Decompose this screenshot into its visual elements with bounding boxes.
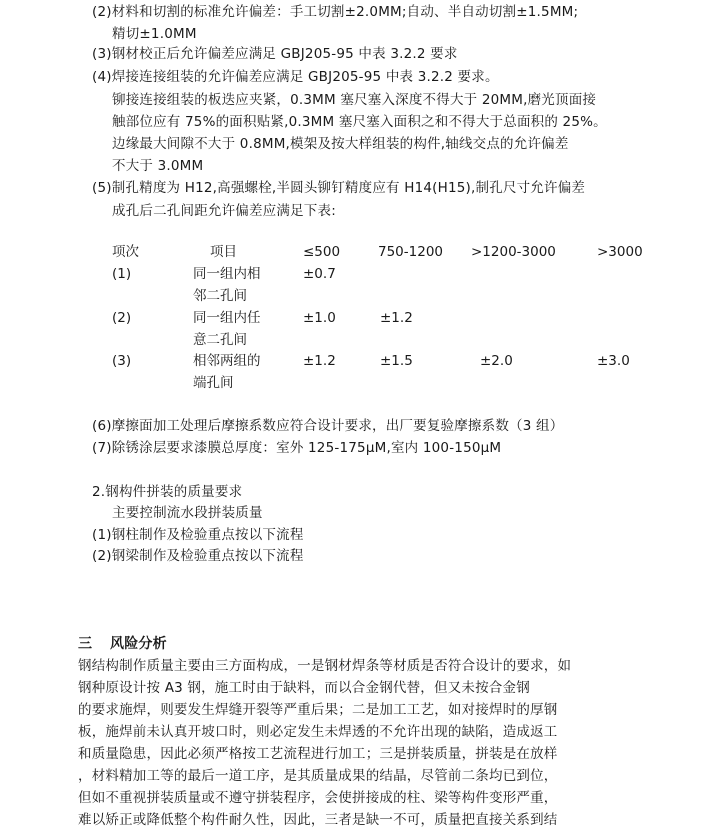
- paragraph-line: (4)焊接连接组装的允许偏差应满足 GBJ205-95 中表 3.2.2 要求。: [92, 69, 499, 85]
- table-cell: 同一组内任: [193, 310, 261, 326]
- paragraph-line: 钢种原设计按 A3 钢，施工时由于缺料，而以合金钢代替，但又未按合金钢: [78, 680, 530, 696]
- table-cell: ±0.7: [303, 266, 336, 282]
- paragraph-line: (5)制孔精度为 H12,高强螺栓,半圆头铆钉精度应有 H14(H15),制孔尺寸允许偏差: [92, 180, 586, 196]
- paragraph-line: 但如不重视拼装质量或不遵守拼装程序，会使拼接成的柱、梁等构件变形严重，: [78, 790, 558, 806]
- paragraph-line: (6)摩擦面加工处理后摩擦系数应符合设计要求，出厂要复验摩擦系数（3 组）: [92, 418, 564, 434]
- paragraph-line: (1)钢柱制作及检验重点按以下流程: [92, 527, 304, 543]
- table-header-cell: ≤500: [303, 244, 341, 260]
- table-cell: ±1.0: [303, 310, 336, 326]
- paragraph-line: 主要控制流水段拼装质量: [112, 505, 263, 521]
- table-header-cell: >3000: [597, 244, 643, 260]
- paragraph-line: 2.钢构件拼装的质量要求: [92, 484, 243, 500]
- table-cell: ±2.0: [480, 353, 513, 369]
- table-cell: (1): [112, 266, 132, 282]
- paragraph-line: 难以矫正或降低整个构件耐久性，因此，三者是缺一不可，质量把直接关系到结: [78, 812, 558, 828]
- table-cell: 相邻两组的: [193, 353, 261, 369]
- section-number: 三: [78, 636, 93, 652]
- paragraph-line: (7)除锈涂层要求漆膜总厚度：室外 125-175μM,室内 100-150μM: [92, 440, 502, 456]
- paragraph-line: 边缘最大间隙不大于 0.8MM,模架及按大样组装的构件,轴线交点的允许偏差: [112, 136, 569, 152]
- table-header-cell: >1200-3000: [471, 244, 556, 260]
- section-title: 风险分析: [110, 636, 167, 652]
- table-cell: 意二孔间: [193, 332, 247, 348]
- paragraph-line: 铆接连接组装的板迭应夹紧，0.3MM 塞尺塞入深度不得大于 20MM,磨光顶面接: [112, 92, 597, 108]
- paragraph-line: 触部位应有 75%的面积贴紧,0.3MM 塞尺塞入面积之和不得大于总面积的 25%。: [112, 114, 607, 130]
- table-cell: ±1.5: [380, 353, 413, 369]
- table-header-cell: 750-1200: [378, 244, 443, 260]
- paragraph-line: (2)材料和切割的标准允许偏差：手工切割±2.0MM;自动、半自动切割±1.5MM;: [92, 4, 579, 20]
- paragraph-line: ，材料精加工等的最后一道工序，是其质量成果的结晶，尽管前二条均已到位，: [78, 768, 558, 784]
- paragraph-line: (2)钢梁制作及检验重点按以下流程: [92, 548, 304, 564]
- table-cell: 端孔间: [193, 375, 234, 391]
- paragraph-line: 的要求施焊，则要发生焊缝开裂等严重后果；二是加工工艺，如对接焊时的厚钢: [78, 702, 558, 718]
- table-cell: ±3.0: [597, 353, 630, 369]
- paragraph-line: (3)钢材校正后允许偏差应满足 GBJ205-95 中表 3.2.2 要求: [92, 46, 458, 62]
- table-header-cell: 项目: [210, 244, 237, 260]
- paragraph-line: 成孔后二孔间距允许偏差应满足下表:: [112, 203, 336, 219]
- table-cell: (2): [112, 310, 132, 326]
- table-cell: ±1.2: [380, 310, 413, 326]
- paragraph-line: 和质量隐患，因此必须严格按工艺流程进行加工；三是拼装质量，拼装是在放样: [78, 746, 558, 762]
- table-cell: 同一组内相: [193, 266, 261, 282]
- paragraph-line: 钢结构制作质量主要由三方面构成，一是钢材焊条等材质是否符合设计的要求，如: [78, 658, 572, 674]
- paragraph-line: 板，施焊前未认真开坡口时，则必定发生未焊透的不允许出现的缺陷，造成返工: [78, 724, 558, 740]
- table-cell: ±1.2: [303, 353, 336, 369]
- paragraph-line: 精切±1.0MM: [112, 26, 197, 42]
- table-header-cell: 项次: [112, 244, 139, 260]
- table-cell: 邻二孔间: [193, 288, 247, 304]
- table-cell: (3): [112, 353, 132, 369]
- paragraph-line: 不大于 3.0MM: [112, 158, 204, 174]
